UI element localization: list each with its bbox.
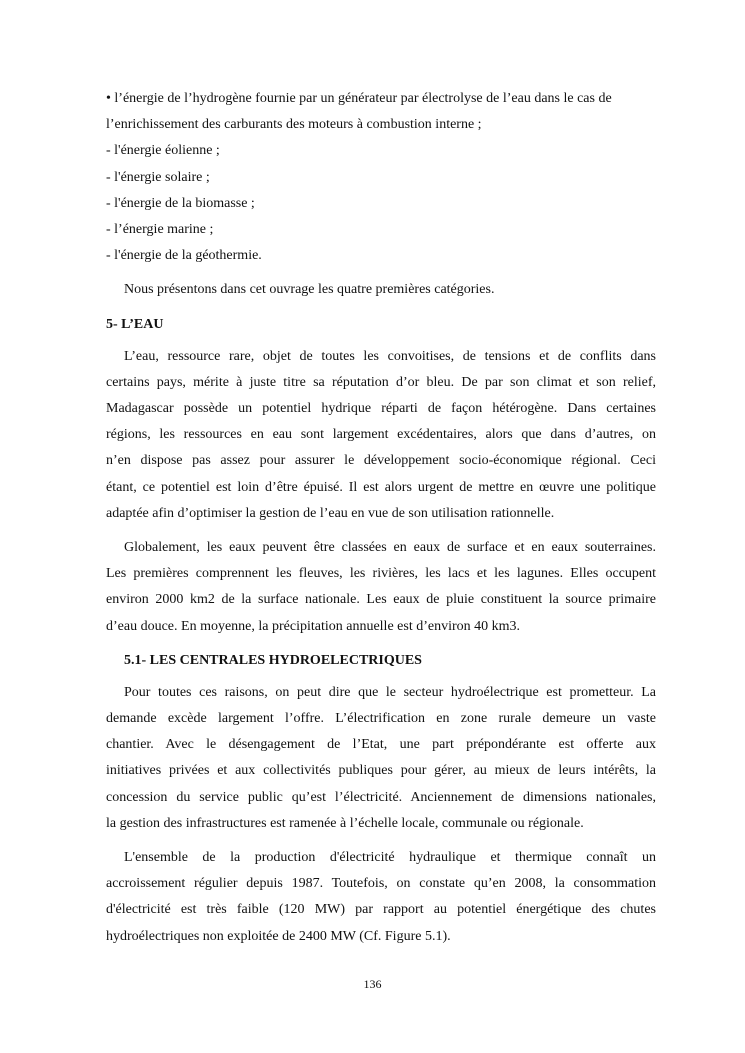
section-5-1-title: 5.1- LES CENTRALES HYDROELECTRIQUES (124, 652, 422, 668)
paragraph-line: Globalement, les eaux peuvent être classées en eaux de surface et en eaux souterraines. (124, 540, 656, 556)
paragraph-line: hydroélectriques non exploitée de 2400 MW (Cf. Figure 5.1). (106, 928, 451, 944)
paragraph-line: concession du service public qu’est l’électricité. Anciennement de dimensions nationales, (106, 789, 656, 805)
list-item: - l'énergie de la géothermie. (106, 248, 262, 264)
paragraph-line: chantier. Avec le désengagement de l’Etat, une part prépondérante est offerte aux (106, 737, 656, 753)
list-item: - l'énergie solaire ; (106, 169, 210, 185)
paragraph-line: adaptée afin d’optimiser la gestion de l’eau en vue de son utilisation rationnelle. (106, 505, 555, 521)
paragraph-line: initiatives privées et aux collectivités publiques pour gérer, au mieux de leurs intérêts, la (106, 763, 656, 779)
paragraph-line: n’en dispose pas assez pour assurer le développement socio-économique régional. Ceci (106, 453, 656, 469)
intro-paragraph: Nous présentons dans cet ouvrage les quatre premières catégories. (124, 282, 495, 298)
list-item: - l'énergie de la biomasse ; (106, 195, 255, 211)
document-page (106, 86, 656, 950)
paragraph-line: Pour toutes ces raisons, on peut dire que le secteur hydroélectrique est prometteur. La (124, 684, 656, 700)
paragraph-line: la gestion des infrastructures est ramenée à l’échelle locale, communale ou régionale. (106, 815, 584, 831)
paragraph-line: Madagascar possède un potentiel hydrique réparti de façon hétérogène. Dans certaines (106, 401, 656, 417)
list-item: - l’énergie marine ; (106, 222, 214, 238)
paragraph-line: certains pays, mérite à juste titre sa réputation d’or bleu. De par son climat et son relief, (106, 374, 656, 390)
paragraph-line: Les premières comprennent les fleuves, les rivières, les lacs et les lagunes. Elles occupent (106, 566, 656, 582)
list-item: - l'énergie éolienne ; (106, 143, 220, 159)
paragraph-eaux-classees (106, 535, 656, 640)
list-item: l’enrichissement des carburants des moteurs à combustion interne ; (106, 117, 482, 133)
paragraph-line: L'ensemble de la production d'électricité hydraulique et thermique connaît un (124, 850, 656, 866)
paragraph-line: d'électricité est très faible (120 MW) par rapport au potentiel énergétique des chutes (106, 902, 656, 918)
paragraph-line: accroissement régulier depuis 1987. Toutefois, on constate qu’en 2008, la consommation (106, 876, 656, 892)
page-number: 136 (363, 977, 382, 991)
paragraph-line: régions, les ressources en eau sont largement excédentaires, alors que dans d’autres, on (106, 427, 656, 443)
paragraph-line: environ 2000 km2 de la surface nationale. Les eaux de pluie constituent la source primaire (106, 592, 656, 608)
energy-list (106, 86, 656, 269)
paragraph-line: demande excède largement l’offre. L’électrification en zone rurale demeure un vaste (106, 711, 656, 727)
section-5-title: 5- L’EAU (106, 316, 164, 332)
paragraph-production (106, 845, 656, 950)
paragraph-line: L’eau, ressource rare, objet de toutes les convoitises, de tensions et de conflits dans (124, 348, 656, 364)
list-item: • l’énergie de l’hydrogène fournie par un générateur par électrolyse de l’eau dans le cas de (106, 91, 612, 106)
paragraph-line: étant, ce potentiel est loin d’être épuisé. Il est alors urgent de mettre en œuvre une politique (106, 479, 656, 495)
paragraph-eau (106, 344, 656, 527)
paragraph-line: d’eau douce. En moyenne, la précipitation annuelle est d’environ 40 km3. (106, 618, 521, 634)
paragraph-hydro (106, 680, 656, 837)
